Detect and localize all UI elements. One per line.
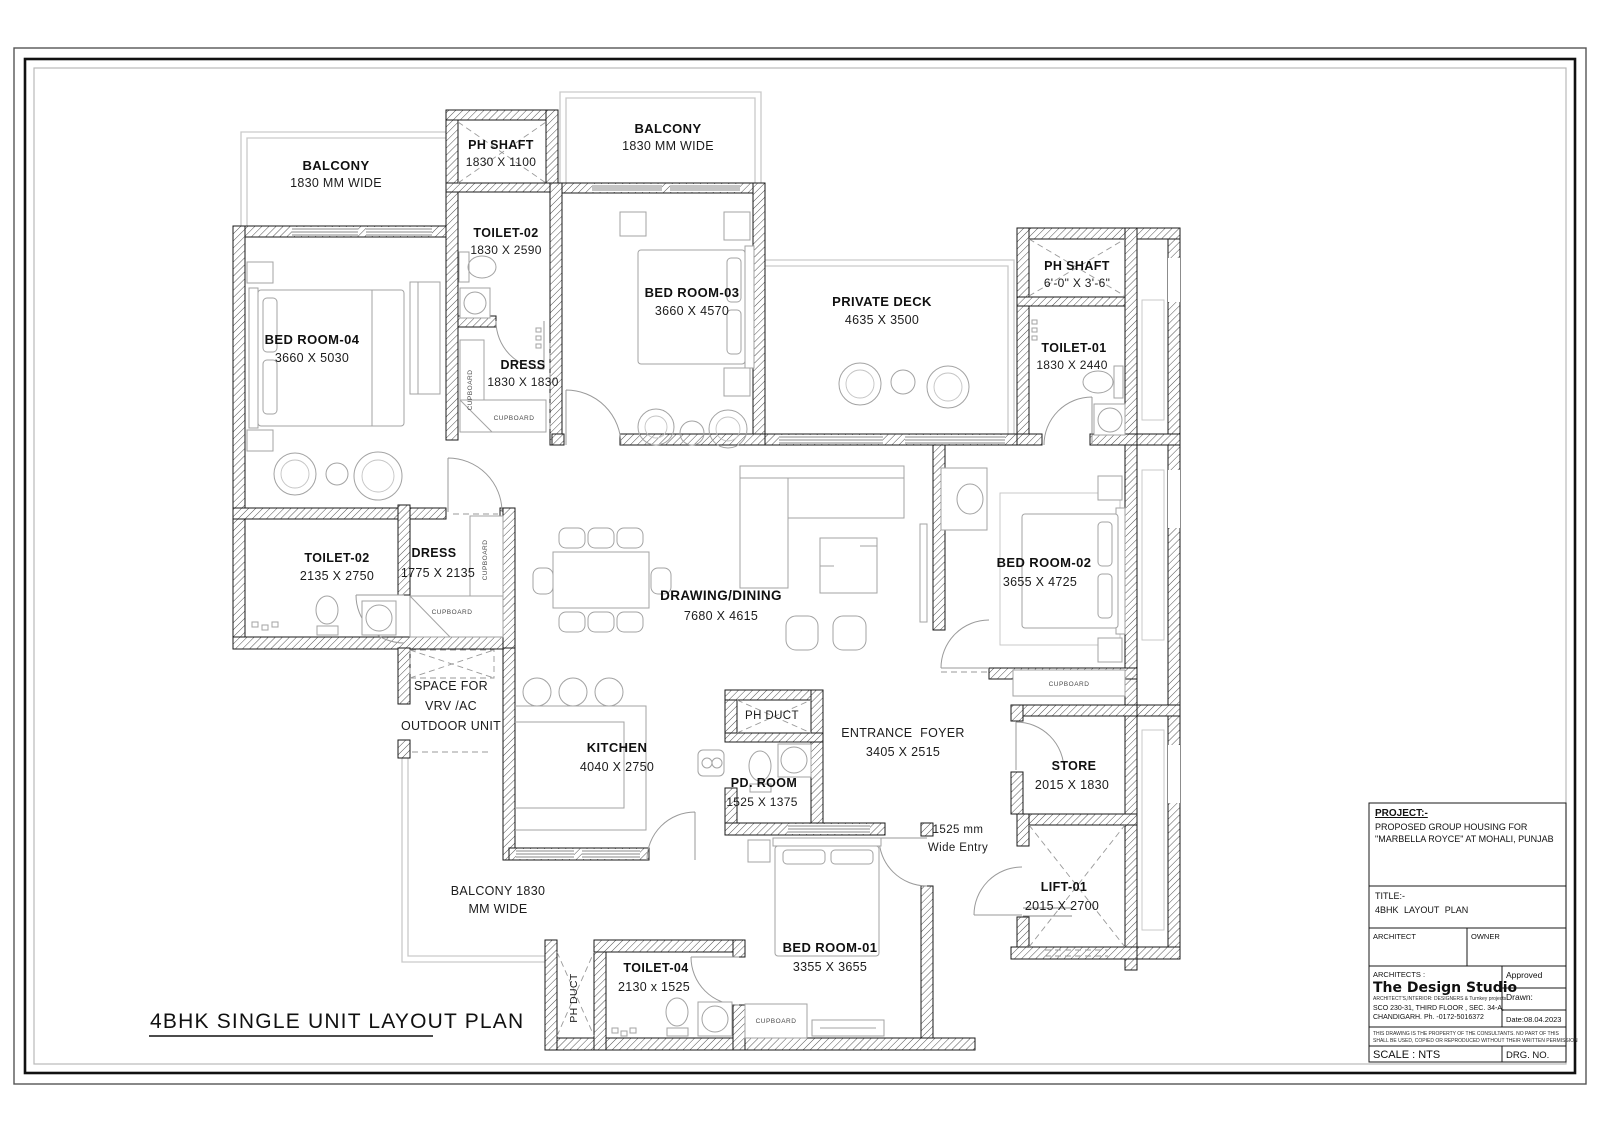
room-dims-private-deck: 4635 X 3500 [844,313,920,327]
label-ph-duct-center: PH DUCT [745,710,799,722]
page-title: 4BHK SINGLE UNIT LAYOUT PLAN [150,1010,525,1033]
toilet-04-fixtures [612,998,732,1036]
label-vrv-line2: VRV /AC [425,699,477,713]
room-label-toilet-02-left: TOILET-02 [304,551,370,565]
tb-title-value: 4BHK LAYOUT PLAN [1375,905,1469,915]
window [905,435,1005,444]
label-cupboard-dress-upper-side: CUPBOARD [467,369,474,411]
tb-project-label: PROJECT:- [1375,808,1428,819]
room-dims-toilet-04: 2130 x 1525 [617,980,691,994]
tb-studio-subtitle: ARCHITECT'S,INTERIOR: DESIGNERS & Turnkey projects [1373,996,1507,1002]
window [592,184,662,192]
toilet-01-fixtures [1032,320,1125,435]
bed-room-03-furniture [620,212,754,448]
room-dims-ph-shaft-top: 1830 X 1100 [465,155,537,169]
room-dims-dress-upper: 1830 X 1830 [487,375,559,389]
tb-drawn-label: Drawn: [1506,992,1533,1002]
room-label-entrance-foyer: ENTRANCE FOYER [841,726,965,740]
adjacent-unit-walls [1137,228,1180,959]
room-label-lift-01: LIFT-01 [1040,880,1088,894]
tb-project-line2: "MARBELLA ROYCE" AT MOHALI, PUNJAB [1375,834,1554,844]
label-entry-line1: 1525 mm [932,824,984,836]
tb-drg-label: DRG. NO. [1506,1050,1550,1061]
room-label-bed-room-04: BED ROOM-04 [264,332,360,347]
room-label-toilet-02-upper: TOILET-02 [473,226,539,240]
label-entry-line2: Wide Entry [927,842,989,854]
label-cupboard-bed-room-01: CUPBOARD [755,1018,797,1025]
room-dims-toilet-01: 1830 X 2440 [1036,358,1108,372]
tb-owner-label: OWNER [1471,932,1500,941]
room-label-bed-room-01: BED ROOM-01 [782,940,878,955]
room-dims-bed-room-02: 3655 X 4725 [1002,575,1078,589]
window [292,227,358,236]
room-label-pd-room: PD. ROOM [730,776,798,790]
label-vrv-line1: SPACE FOR [413,679,489,693]
label-cupboard-dress-left-bottom: CUPBOARD [431,609,473,616]
room-dims-store: 2015 X 1830 [1034,778,1110,792]
room-label-ph-shaft-right: PH SHAFT [1044,259,1110,273]
furniture [247,212,1125,1038]
tb-approved-label: Approved [1506,970,1543,980]
room-dims-lift-01: 2015 X 2700 [1024,899,1100,913]
tb-scale-label: SCALE : NTS [1373,1049,1441,1061]
room-dims-balcony-top-left: 1830 MM WIDE [290,176,382,190]
room-label-dress-upper: DRESS [500,358,546,372]
tb-address-line1: SCO 230-31, THIRD FLOOR , SEC. 34-A, [1373,1005,1504,1012]
window [779,435,883,444]
room-label-kitchen: KITCHEN [586,740,648,755]
room-label-private-deck: PRIVATE DECK [832,294,932,309]
room-dims-balcony-top: 1830 MM WIDE [622,139,714,153]
tb-title-label: TITLE:- [1375,891,1406,901]
room-label-bed-room-03: BED ROOM-03 [644,285,740,300]
tb-address-line2: CHANDIGARH. Ph. -0172-5016372 [1373,1014,1484,1021]
room-dims-bed-room-01: 3355 X 3655 [792,960,868,974]
window [670,184,740,192]
room-label-dress-left: DRESS [411,546,457,560]
room-dims-ph-shaft-right: 6'-0" X 3'-6" [1043,276,1111,290]
label-vrv-line3: OUTDOOR UNIT [400,719,502,733]
room-label-bed-room-02: BED ROOM-02 [996,555,1092,570]
room-dims-pd-room: 1525 X 1375 [726,795,798,809]
bed-room-01-furniture [745,838,884,1038]
room-dims-toilet-02-upper: 1830 X 2590 [470,243,542,257]
label-balcony-bottom-line1: BALCONY 1830 [450,884,546,898]
tb-disclaimer-line2: SHALL BE USED, COPIED OR REPRODUCED WITHOUT THEIR WRITTEN PERMISSION [1373,1038,1578,1044]
room-dims-kitchen: 4040 X 2750 [579,760,655,774]
tb-date-label: Date:08.04.2023 [1506,1015,1562,1024]
label-cupboard-bed-room-02: CUPBOARD [1048,681,1090,688]
room-label-toilet-01: TOILET-01 [1041,341,1107,355]
room-dims-dress-left: 1775 X 2135 [400,566,476,580]
window [582,849,640,859]
window [788,824,870,834]
room-label-balcony-top-left: BALCONY [302,158,370,173]
title-block [1369,803,1578,1062]
tb-project-line1: PROPOSED GROUP HOUSING FOR [1375,822,1528,832]
label-ph-duct-bottom: PH DUCT [568,973,580,1023]
tb-disclaimer-line1: THIS DRAWING IS THE PROPERTY OF THE CONSULTANTS. NO PART OF THIS [1373,1031,1559,1037]
drawing-title [149,1010,524,1036]
room-dims-bed-room-03: 3660 X 4570 [654,304,730,318]
private-deck-furniture [839,363,969,408]
tb-architect-label: ARCHITECT [1373,932,1416,941]
label-cupboard-dress-left-side: CUPBOARD [482,539,489,581]
tb-architects-label: ARCHITECTS : [1373,970,1426,979]
label-cupboard-dress-upper-bottom: CUPBOARD [493,415,535,422]
tb-studio-name: The Design Studio [1373,980,1518,996]
room-label-toilet-04: TOILET-04 [623,961,689,975]
room-dims-entrance-foyer: 3405 X 2515 [865,745,941,759]
room-dims-bed-room-04: 3660 X 5030 [274,351,350,365]
window [366,227,432,236]
room-dims-drawing-dining: 7680 X 4615 [683,609,759,623]
toilet-02-left-fixtures [252,596,396,635]
room-label-store: STORE [1051,759,1097,773]
label-balcony-bottom-line2: MM WIDE [468,902,528,916]
room-label-balcony-top: BALCONY [634,121,702,136]
room-label-ph-shaft-top: PH SHAFT [468,138,534,152]
toilet-02-upper-fixtures [459,252,541,348]
bed-room-04-furniture [247,262,440,500]
room-label-drawing-dining: DRAWING/DINING [660,588,782,603]
room-dims-toilet-02-left: 2135 X 2750 [299,569,375,583]
window [516,849,574,859]
